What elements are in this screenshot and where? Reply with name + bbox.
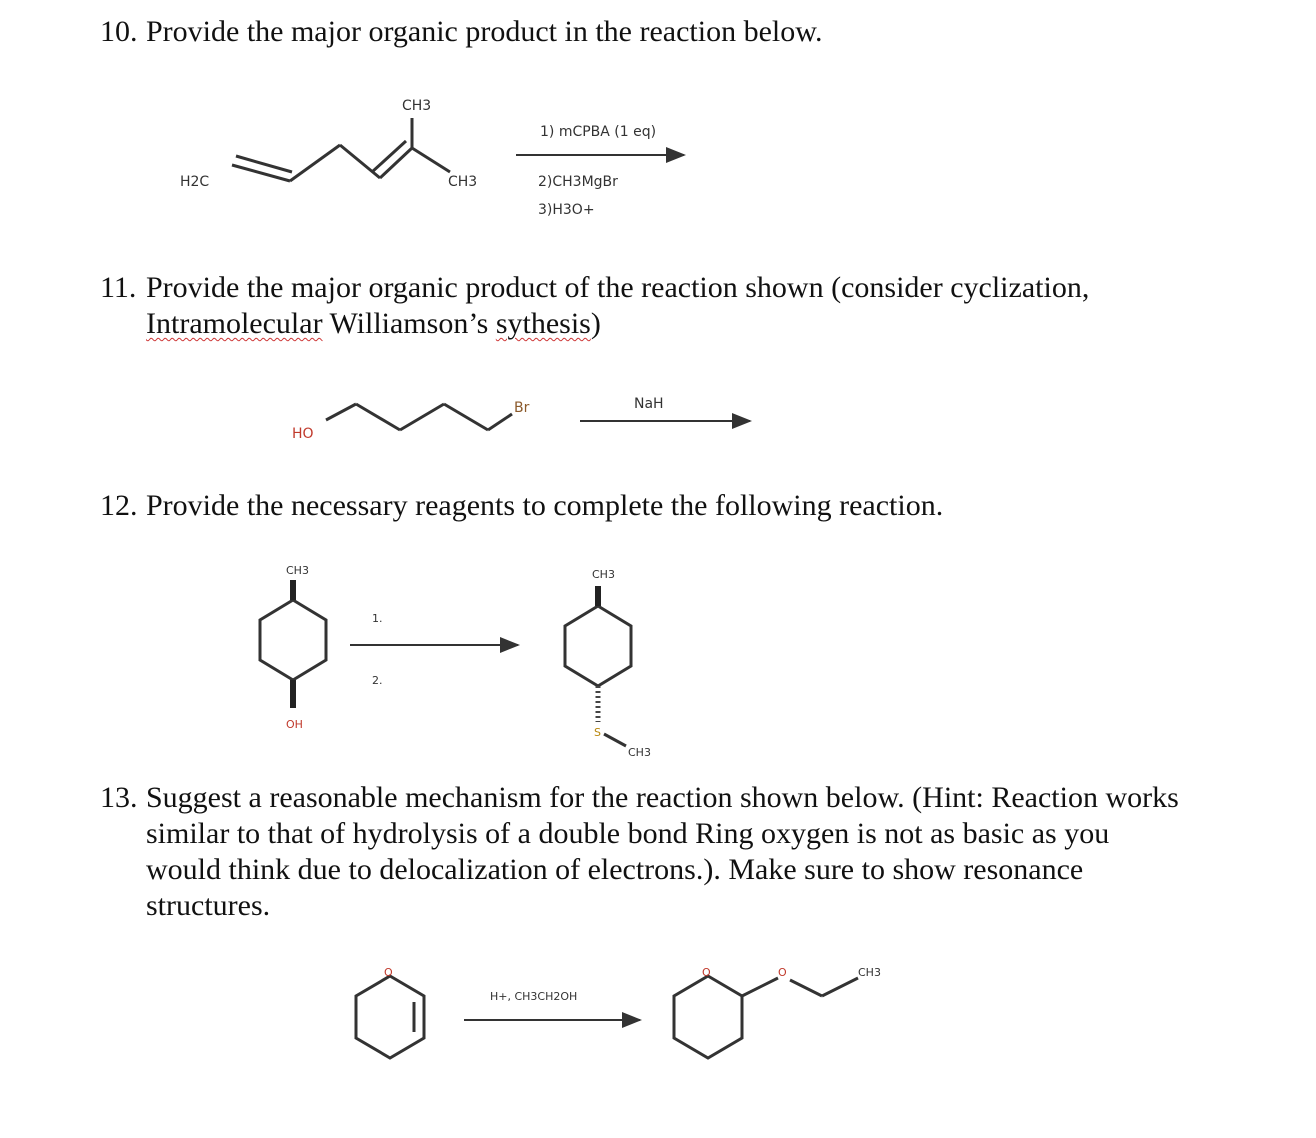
question-text-line-3: would think due to delocalization of electrons.). Make sure to show resonance [146, 853, 1084, 886]
ch3-label: CH3 [286, 564, 309, 577]
h2c-label: H2C [180, 174, 210, 190]
ho-label: HO [292, 426, 314, 442]
question-text-line-4: structures. [146, 889, 271, 922]
s-label: S [594, 726, 601, 739]
reagent-acid-ethanol: H+, CH3CH2OH [490, 990, 578, 1003]
br-label: Br [514, 400, 530, 416]
q13-product-structure [674, 976, 858, 1058]
question-text: Provide the major organic product in the reaction below. [146, 15, 823, 48]
ch3-label: CH3 [592, 568, 615, 581]
reagent-step-2: 2)CH3MgBr [538, 174, 618, 190]
q10-reactant-structure [232, 118, 450, 181]
oxygen-label: O [778, 966, 787, 979]
text-fragment: ) [590, 307, 601, 340]
question-number: 11. [100, 271, 137, 304]
reagent-slot-2: 2. [372, 674, 383, 687]
spell-flag-sythesis: sythesis [495, 307, 591, 340]
question-text-line-2: similar to that of hydrolysis of a double bond Ring oxygen is not as basic as you [146, 817, 1110, 850]
oh-label: OH [286, 718, 303, 731]
ch3-label: CH3 [402, 98, 432, 114]
oxygen-label: O [702, 966, 711, 979]
spell-flag-intramolecular: Intramolecular [146, 307, 323, 340]
question-text-line-1: Provide the major organic product of the reaction shown (consider cyclization, [146, 271, 1090, 304]
question-number: 10. [100, 15, 138, 48]
oxygen-label: O [384, 966, 393, 979]
question-text: Provide the necessary reagents to complete the following reaction. [146, 489, 944, 522]
q12-reactant-cyclohexane [260, 580, 326, 708]
question-number: 12. [100, 489, 138, 522]
q11-reactant-structure [326, 404, 512, 430]
ch3-label: CH3 [628, 746, 651, 759]
question-number: 13. [100, 781, 138, 814]
q12-product-cyclohexane [565, 586, 631, 746]
question-text-line-1: Suggest a reasonable mechanism for the reaction shown below. (Hint: Reaction works [146, 781, 1179, 814]
ch3-label: CH3 [448, 174, 478, 190]
reagent-step-1: 1) mCPBA (1 eq) [540, 124, 657, 140]
reagent-nah: NaH [634, 396, 664, 412]
reagent-step-3: 3)H3O+ [538, 202, 595, 218]
q13-dihydropyran-structure [356, 976, 424, 1058]
text-fragment: Williamson’s [322, 307, 496, 340]
ch3-label: CH3 [858, 966, 881, 979]
reagent-slot-1: 1. [372, 612, 383, 625]
